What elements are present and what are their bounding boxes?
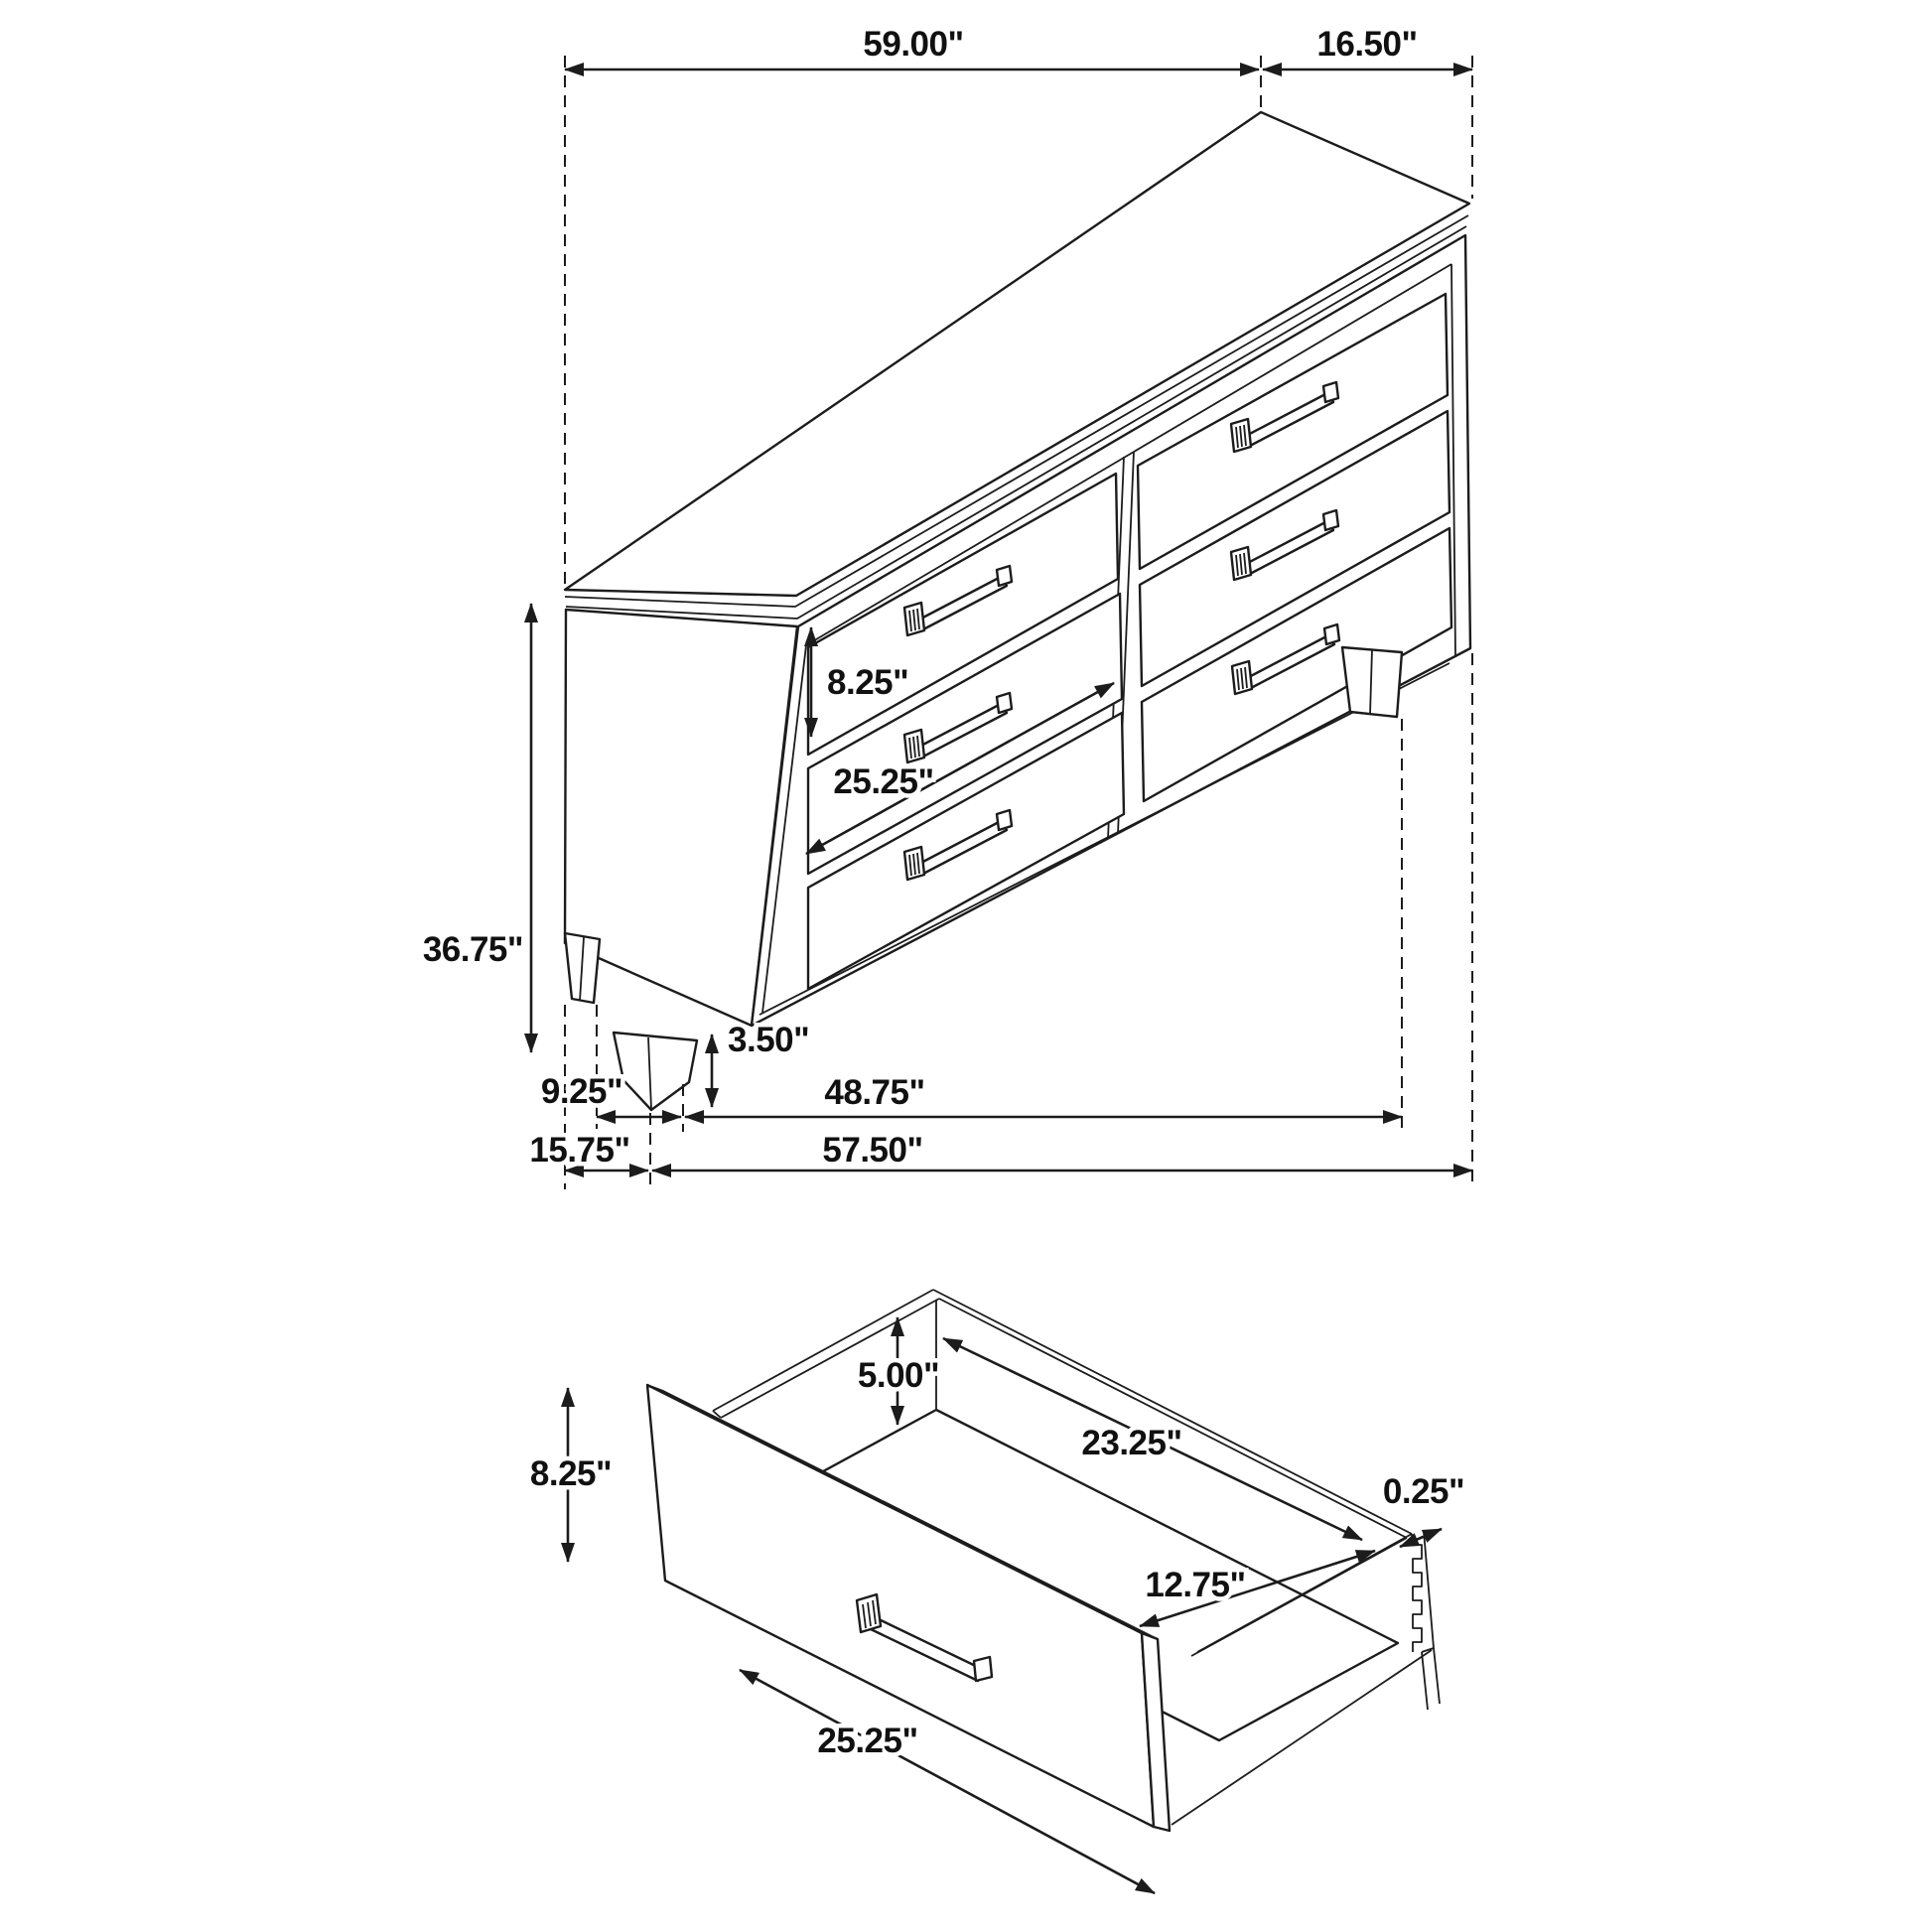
dim-label-drawer-inner-length: 23.25" [1081,1424,1182,1462]
dim-label-drawer-height: 8.25" [827,663,909,702]
dovetail-joint [1412,1531,1440,1710]
dim-label-drawer-inner-width: 12.75" [1145,1566,1246,1604]
drawer-left-wall-top [713,1290,939,1418]
drawer-detail-view [530,1290,1464,1893]
dim-label-top-depth: 16.50" [1316,25,1418,64]
dim-label-drawer-front-height: 8.25" [529,1454,613,1493]
dim-label-drawer-side-thickness: 0.25" [1382,1472,1465,1511]
dim-label-base-depth: 15.75" [529,1131,630,1170]
dresser-foot-front [614,1033,697,1110]
dim-label-drawer-side-height: 5.00" [857,1356,940,1395]
dim-label-feet-span: 48.75" [824,1073,925,1112]
dim-label-drawer-width: 25.25" [833,762,934,801]
dim-label-foot-height: 3.50" [728,1021,810,1059]
dresser-isometric-view [423,25,1472,1189]
dim-label-drawer-front-width: 25.25" [817,1722,918,1760]
dim-label-base-width: 57.50" [822,1131,923,1170]
dim-label-foot-gap: 9.25" [540,1072,623,1111]
dim-label-height: 36.75" [422,930,523,969]
dim-label-top-width: 59.00" [863,25,964,64]
